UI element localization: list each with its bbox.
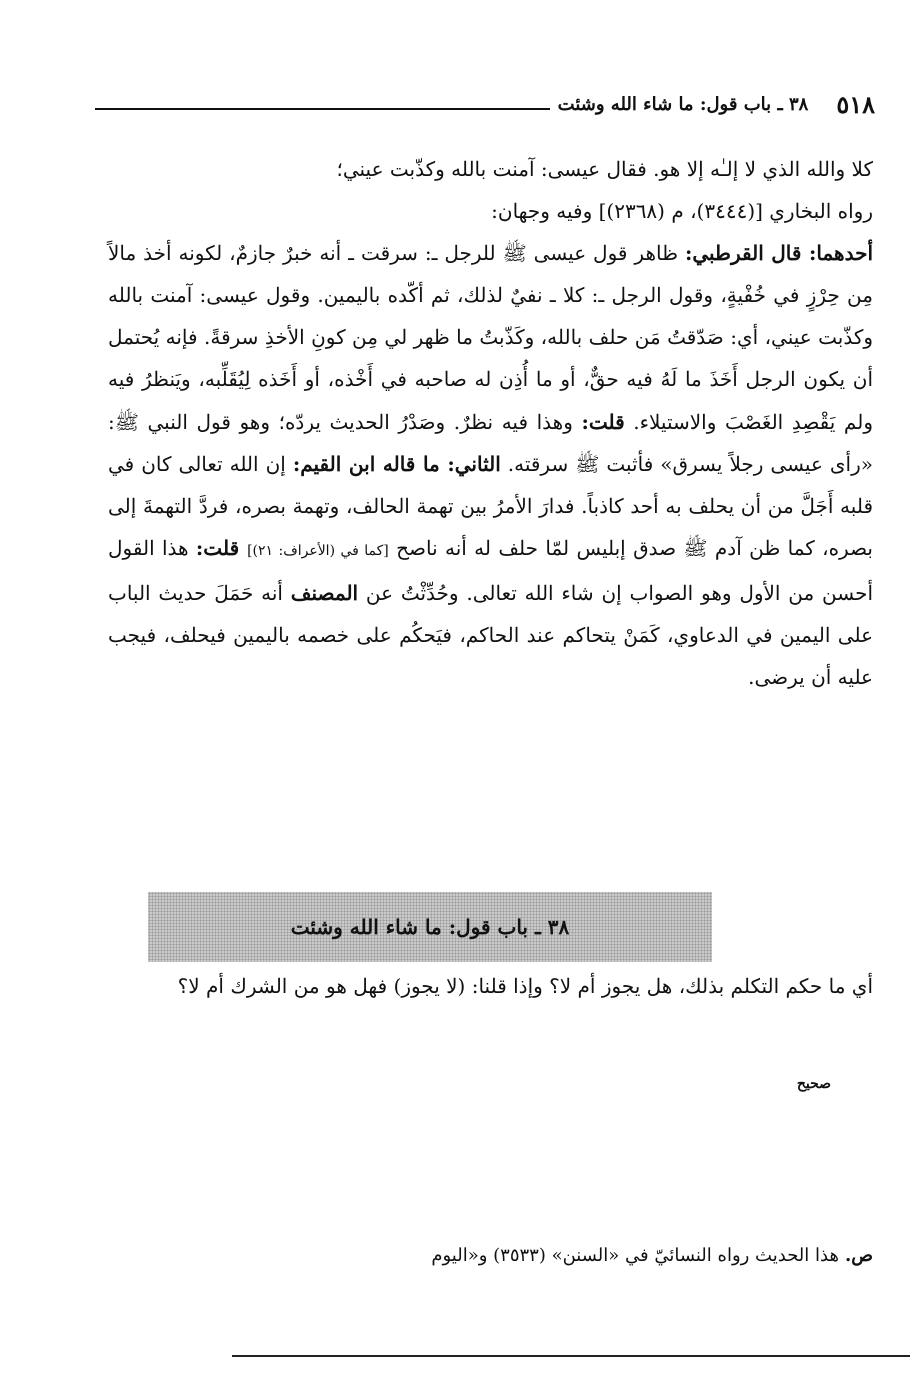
section-heading	[148, 892, 712, 962]
footnote-text: هذا الحديث رواه النسائيّ في «السنن» (٣٥٣٣) و«اليوم	[431, 1245, 839, 1266]
text-second-view: إن الله تعالى كان في قلبه أَجَلَّ من أن يحلف به أحد كاذباً. فدارَ الأمرُ بين تهمة الحالف، وتهمة بصره، فردَّ التهمةَ إلى بصره، كما ظن آدم ﷺ صدق إبليس لمّا حلف له أنه ناصح	[108, 451, 873, 560]
section-text	[108, 966, 873, 1006]
main-text	[108, 148, 873, 698]
bottom-rule	[232, 1355, 910, 1357]
text-first-view-critique: وهذا فيه نظرٌ. وصَدْرُ الحديث يردّه؛ وهو قول النبي ﷺ: «رأى عيسى رجلاً يسرق» فأثبت ﷺ سرقته.	[108, 409, 873, 476]
citation: [كما في (الأعراف: ٢١)]	[247, 542, 389, 559]
text-line: رواه البخاري [(٣٤٤٤)، م (٢٣٦٨)] وفيه وجهان:	[491, 199, 873, 224]
running-head-title: ٣٨ ـ باب قول: ما شاء الله وشئت	[557, 93, 809, 115]
label-ibn-qayyim: ما قاله ابن القيم:	[292, 451, 448, 476]
text-second-view-end: أنه حَمَلَ حديث الباب على اليمين في الدعاوي، كَمَنْ يتحاكم عند الحاكم، فيَحكُم على خصمه باليمين فيحلف، فيجب عليه أن يرضى.	[108, 580, 873, 690]
label-second-view: الثاني:	[447, 451, 501, 476]
text-second-view-verdict: هذا القول أحسن من الأول وهو الصواب إن شاء الله تعالى. وحُدِّثْتُ عن	[108, 535, 874, 605]
running-head	[95, 84, 875, 124]
page-number: ٥١٨	[836, 89, 875, 119]
label-qult-2: قلت:	[195, 535, 248, 560]
label-musannif: المصنف	[290, 580, 359, 605]
label-qult: قلت:	[581, 409, 625, 434]
margin-note: صحيح	[796, 1076, 831, 1092]
section-intro: أي ما حكم التكلم بذلك، هل يجوز أم لا؟ وإذا قلنا: (لا يجوز) فهل هو من الشرك أم لا؟	[177, 974, 873, 998]
paragraph-first-view	[108, 232, 873, 698]
footnote	[108, 1238, 873, 1274]
text-first-view: ظاهر قول عيسى ﷺ للرجل ـ: سرقت ـ أنه خبرٌ جازمٌ، لكونه أخذ مالاً مِن حِرْزٍ في خُفْيةٍ، وقول الرجل ـ: كلا ـ نفيٌ لذلك، ثم أكّده باليمين. وقول عيسى: آمنت بالله وكذّبت عيني، أي: صَدّقتُ مَن حلف بالله، وكَذّبتُ ما ظهر لي مِن كونِ الأخذِ سرقةً. فإنه يُحتمل أن يكون الرجل أَخَذَ ما لَهُ فيه حقٌّ، أو ما أُذِن له صاحبه في أَخْذه، أو أَخَذه لِيُقَلِّبه، ويَنظرُ فيه ولم يَقْصِدِ الغَصْبَ والاستيلاء.	[108, 241, 873, 434]
footnote-label: ص.	[844, 1245, 873, 1266]
section-heading-text: ٣٨ ـ باب قول: ما شاء الله وشئت	[290, 915, 570, 939]
running-head-rule	[95, 108, 550, 110]
text-line: كلا والله الذي لا إلـٰه إلا هو. فقال عيسى: آمنت بالله وكذّبت عيني؛	[336, 157, 873, 181]
label-first-view: أحدهما: قال القرطبي:	[684, 241, 873, 266]
